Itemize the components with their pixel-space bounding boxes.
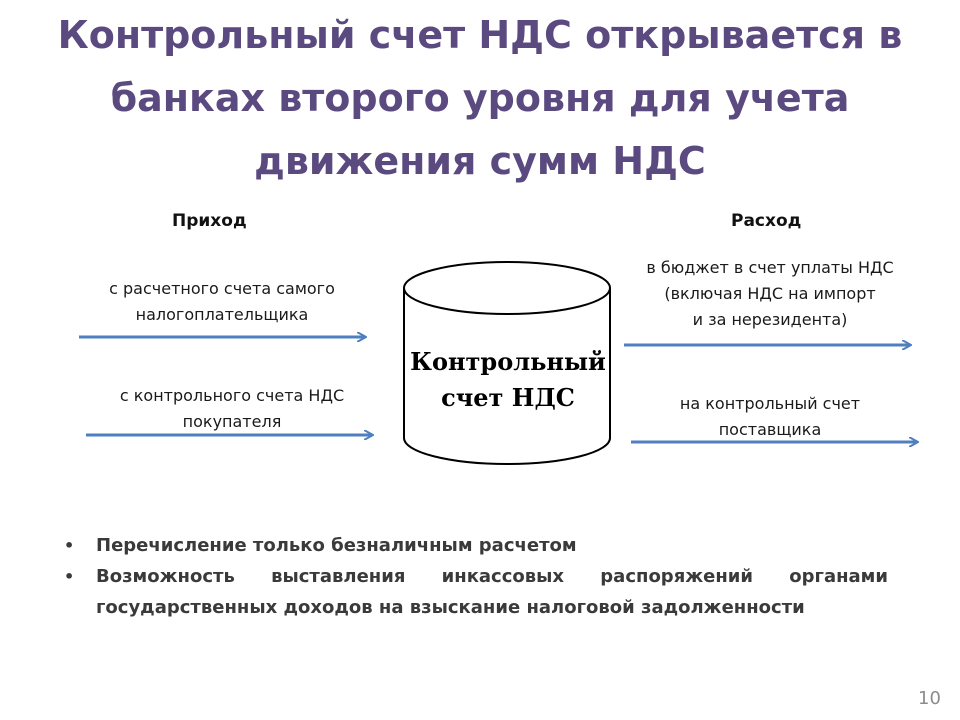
income-item-2: с контрольного счета НДС покупателя: [119, 386, 345, 431]
page-number: 10: [918, 688, 941, 709]
bullet-item: • Перечисление только безналичным расчетом: [62, 530, 888, 561]
bullet-icon: •: [64, 567, 75, 586]
income-header: Приход: [172, 211, 247, 231]
outgo-item-1: в бюджет в счет уплаты НДС (включая НДС на импорт и за нерезидента): [646, 258, 894, 329]
slide-title: Контрольный счет НДС открывается в банках второго уровня для учета движения сумм НДС: [57, 13, 903, 183]
bullet-item: • Возможность выставления инкассовых распоряжений органами государственных доходов на взыскание налоговой задолженности: [62, 561, 888, 623]
outgo-header: Расход: [731, 211, 802, 231]
account-label: Контрольный счет НДС: [410, 347, 606, 412]
bullet-icon: •: [64, 536, 75, 555]
outgo-item-2: на контрольный счет поставщика: [679, 394, 861, 439]
bullet-list: [62, 530, 888, 623]
income-item-1: с расчетного счета самого налогоплательщика: [109, 279, 335, 324]
